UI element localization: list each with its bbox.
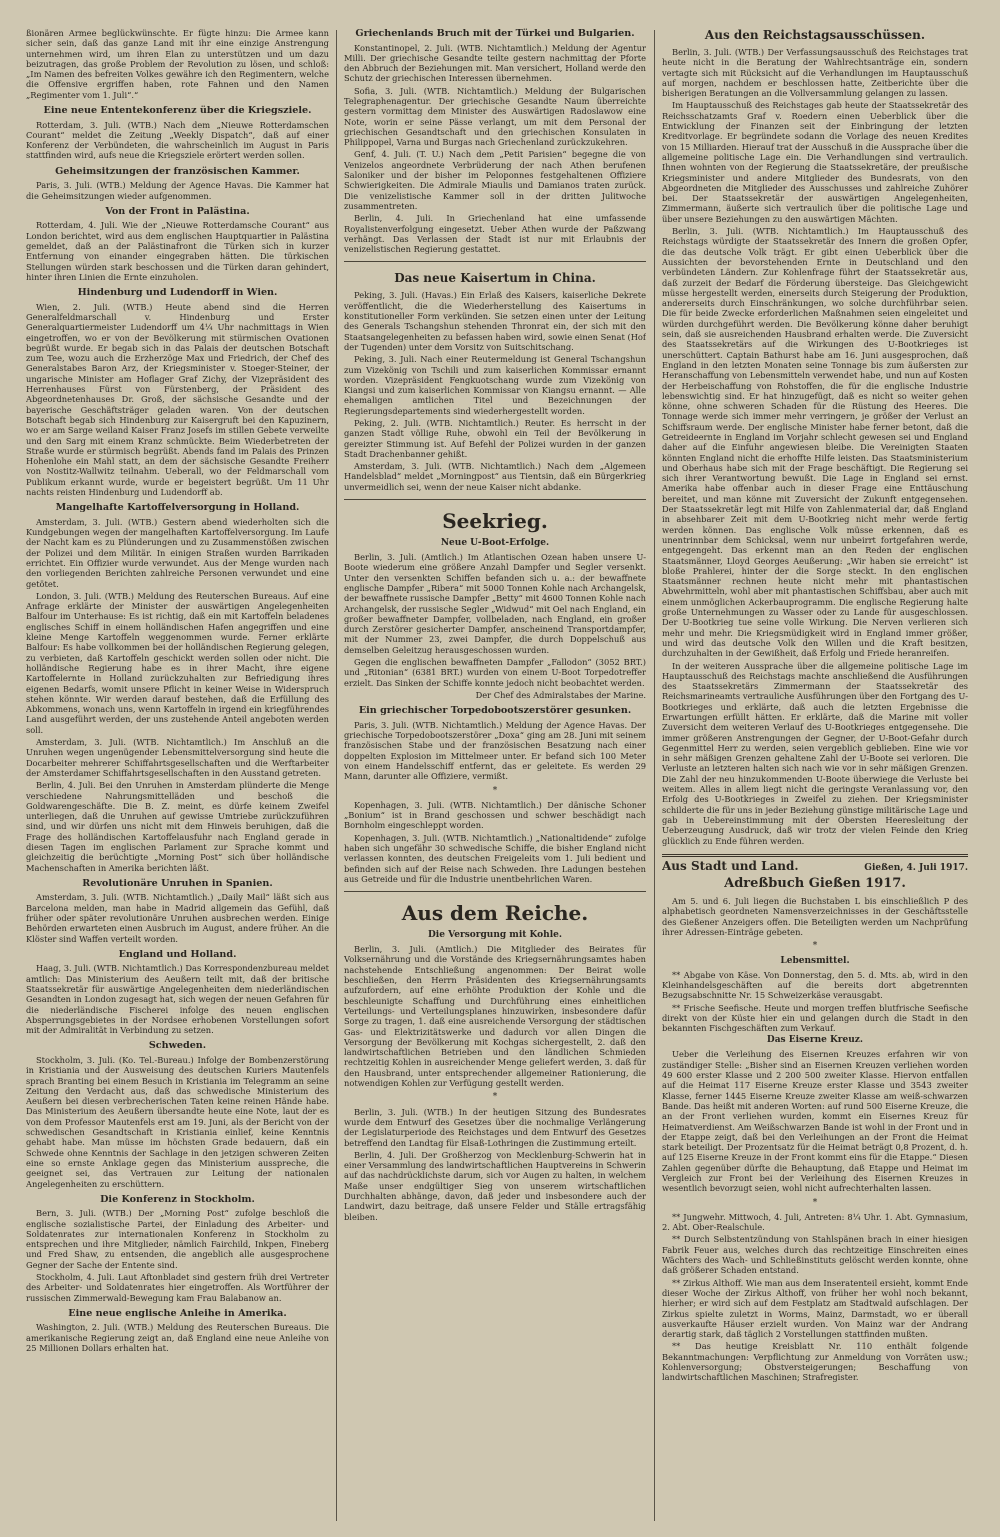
article-paragraph: London, 3. Juli. (WTB.) Meldung des Reuterschen Bureaus. Auf eine Anfrage erklärte der Minister der auswärtigen Angelegenheiten Balfour im Unterhause: Es ist richtig, daß ein mit Kartoffeln beladenes englisches Schiff in einem holländischen Hafen angegriffen und eine kleine Menge Kartoffeln weggenommen wurde. Ferner erklärte Balfour: Es habe vollkommen bei der holländischen Regierung gelegen, zu verbieten, daß Kartoffeln geschickt werden sollen oder nicht. Die holländische Regierung habe es in ihrer Macht, ihre eigene Kartoffelernte in Holland zurückzuhalten zur Befriedigung ihres eigenen Bedarfs, womit unsere Pflicht in keiner Weise in Widerspruch stehen könnte. Wir werden darauf bestehen, daß die Erfüllung des Abkommens, wonach uns, wenn Kartoffeln in irgend ein kriegführendes Land ausgeführt werden, der uns zustehende Anteil angeboten werden soll.	[26, 590, 329, 735]
local-section-header	[662, 858, 968, 873]
article-paragraph: Bern, 3. Juli. (WTB.) Der „Morning Post“ zufolge beschloß die englische sozialistische Partei, der Einladung des Arbeiter- und Soldatenrates zur internationalen Konferenz in Stockholm zu entsprechen und ihre Mitglieder, nämlich Fairchild, Inkpen, Fineberg und Fred Shaw, zu entsenden, die angeblich alle ausgesprochene Gegner der Sache der Entente sind.	[26, 1208, 329, 1270]
article-paragraph: Peking, 2. Juli. (WTB. Nichtamtlich.) Reuter. Es herrscht in der ganzen Stadt völlige Ruhe, obwohl ein Teil der Bevölkerung in gereizter Stimmung ist. Auf Befehl der Polizei wurden in der ganzen Stadt Drachenbanner gehißt.	[344, 418, 646, 459]
column-left	[26, 28, 329, 1527]
column-right	[662, 28, 968, 1527]
article-paragraph: Am 5. und 6. Juli liegen die Buchstaben L bis einschließlich P des alphabetisch geordneten Namensverzeichnisses in der Geschäftsstelle des Gießener Anzeigers offen. Die Beteiligten werden um Nachprüfung ihrer Adressen-Einträge gebeten.	[662, 896, 968, 938]
article-paragraph: Amsterdam, 3. Juli. (WTB. Nichtamtlich.) Nach dem „Algemeen Handelsblad“ meldet „Morningpost“ aus Tientsin, daß ein Bürgerkrieg unvermeidlich sei, wenn der neue Kaiser nicht abdanke.	[344, 461, 646, 492]
section-title-stadt-und-land: Aus Stadt und Land.	[662, 858, 799, 873]
article-paragraph: Paris, 3. Juli. (WTB.) Meldung der Agence Havas. Die Kammer hat die Geheimsitzungen wieder aufgenommen.	[26, 180, 329, 201]
article-paragraph: ** Abgabe von Käse. Von Donnerstag, den 5. d. Mts. ab, wird in den Kleinhandelsgeschäften auf die bereits dort abgetrennten Bezugsabschnitte Nr. 15 Schweizerkäse verausgabt.	[662, 969, 968, 1001]
article-paragraph: Konstantinopel, 2. Juli. (WTB. Nichtamtlich.) Meldung der Agentur Milli. Der griechische Gesandte teilte gestern nachmittag der Pforte den Abbruch der Beziehungen mit. Man versichert, Holland werde den Schutz der griechischen Interessen übernehmen.	[344, 42, 646, 84]
article-paragraph: ßionären Armee beglückwünschte. Er fügte hinzu: Die Armee kann sicher sein, daß das ganze Land mit ihr eine einzige Anstrengung unternehmen wird, um ihren Elan zu unterstützen und um dazu beizutragen, das große Problem der Revolution zu lösen, und schloß: „Im Namen des befreiten Volkes gewähre ich den Regimentern, welche die Offensive ergriffen haben, rote Fahnen und den Namen „Regimenter vom 1. Juli“.“	[26, 28, 329, 100]
section-divider	[344, 891, 646, 892]
star-separator-icon: *	[812, 1197, 818, 1208]
article-paragraph: Berlin, 4. Juli. Bei den Unruhen in Amsterdam plünderte die Menge verschiedene Nahrungsmittelläden und beschoß die Goldwarengeschäfte. Die B. Z. meint, es dürfe keinem Zweifel unterliegen, daß die Unruhen auf gewisse Umtriebe zurückzuführen sind, und wir dürfen uns nicht mit dem Hinweis beruhigen, daß die Frage des holländischen Kartoffelausfuhr nach England gerade in diesen Tagen im englischen Parlament zur Sprache kommt und gleichzeitig die berüchtigte „Morning Post“ sich über holländische Machenschaften in Amerika berichten läßt.	[26, 780, 329, 873]
article-paragraph: Paris, 3. Juli. (WTB. Nichtamtlich.) Meldung der Agence Havas. Der griechische Torpedobootszerstörer „Doxa“ ging am 28. Juni mit seinem französischen Stabe und der französischen Besatzung nach einer doppelten Explosion im Mittelmeer unter. Er befand sich 100 Meter von einem Handelsschiff entfernt, das er geleitete. Es werden 29 Mann, darunter alle Offiziere, vermißt.	[344, 719, 646, 782]
headline-anleihe: Eine neue englische Anleihe in Amerika.	[68, 1307, 287, 1319]
section-divider	[344, 499, 646, 500]
headline-china: Das neue Kaisertum in China.	[394, 271, 596, 286]
article-paragraph: Sofia, 3. Juli. (WTB. Nichtamtlich.) Meldung der Bulgarischen Telegraphenagentur. Der griechische Gesandte Naum überreichte gestern vormittag dem Minister des Auswärtigen Radoslawow eine Note, worin er seine Pässe verlangt, um mit dem Personal der griechischen Gesandtschaft und den griechischen Konsulaten in Philippopel, Varna und Burgas nach Griechenland zurückzukehren.	[344, 85, 646, 148]
headline-aus-dem-reiche: Aus dem Reiche.	[401, 901, 589, 926]
article-paragraph: Im Hauptausschuß des Reichstages gab heute der Staatssekretär des Reichsschatzamts Graf v. Roedern einen Ueberblick über die Entwicklung der Finanzen seit der Einbringung der letzten Kreditvorlage. Er begründete sodann die Vorlage des neuen Kredites von 15 Milliarden. Hierauf trat der Ausschuß in die Aussprache über die allgemeine politische Lage ein. Die Verhandlungen sind vertraulich. Ihnen wohnten von der Regierung die Staatssekretäre, der preußische Kriegsminister und andere Mitglieder des Bundesrats, von den Abgeordneten die Mitglieder des Ausschusses und zahlreiche Zuhörer bei. Der Staatssekretär der auswärtigen Angelegenheiten, Zimmermann, äußerte sich vertraulich über die politische Lage und über unsere Beziehungen zu den auswärtigen Mächten.	[662, 100, 968, 224]
headline-reichstagsausschuesse: Aus den Reichstagsausschüssen.	[704, 28, 926, 42]
article-paragraph: ** Zirkus Althoff. Wie man aus dem Inseratenteil ersieht, kommt Ende dieser Woche der Zirkus Althoff, von früher her wohl noch bekannt, hierher; er wird sich auf dem Festplatz am Stadtwald aufschlagen. Der Zirkus spielte zuletzt in Worms, Mainz, Darmstadt, wo er überall ausverkaufte Häuser erzielt wurden. Von Mainz war der Andrang derartig stark, daß täglich 2 Vorstellungen stattfinden mußten.	[662, 1277, 968, 1340]
headline-geheimsitzungen: Geheimsitzungen der französischen Kammer.	[55, 165, 300, 177]
article-paragraph: Berlin, 3. Juli. (WTB.) Der Verfassungsausschuß des Reichstages trat heute nicht in die Beratung der Wahlrechtsanträge ein, sondern vertagte sich mit Rücksicht auf die Verhandlungen im Hauptausschuß auf morgen, nachdem er beschlossen hatte, Zeitberichte über die bisherigen Beratungen an die Vollversammlung gelangen zu lassen.	[662, 47, 968, 99]
article-paragraph: Peking, 3. Juli. (Havas.) Ein Erlaß des Kaisers, kaiserliche Dekrete veröffentlicht, die die Wiederherstellung des Kaisertums in konstitutioneller Form verkünden. Sie setzen einen unter der Leitung des Generals Tschangshun stehenden Thronrat ein, der sich mit den Staatsangelegenheiten zu befassen haben wird, sowie einen Senat (Hof der Tugenden) unter dem Vorsitz von Suitschitschang.	[344, 290, 646, 352]
column-rule-left	[336, 30, 337, 1521]
star-separator-icon: *	[812, 941, 818, 952]
article-paragraph: ** Jungwehr. Mittwoch, 4. Juli, Antreten: 8¼ Uhr. 1. Abt. Gymnasium, 2. Abt. Ober-Realschule.	[662, 1211, 968, 1233]
column-middle	[344, 28, 646, 1527]
headline-stockholm: Die Konferenz in Stockholm.	[100, 1193, 255, 1205]
headline-schweden: Schweden.	[148, 1040, 207, 1052]
headline-kartoffel: Mangelhafte Kartoffelversorgung in Holland.	[55, 502, 300, 514]
article-paragraph: ** Durch Selbstentzündung von Stahlspänen brach in einer hiesigen Fabrik Feuer aus, welches durch das rechtzeitige Einschreiten eines Wächters des Wach- und Schließinstituts gelöscht werden konnte, ohne daß größerer Schaden entstand.	[662, 1234, 968, 1276]
section-divider	[344, 261, 646, 262]
dateline: Gießen, 4. Juli 1917.	[864, 862, 968, 873]
article-paragraph: Berlin, 3. Juli. (Amtlich.) Im Atlantischen Ozean haben unsere U-Boote wiederum eine größere Anzahl Dampfer und Segler versenkt. Unter den versenkten Schiffen befanden sich u. a.: der bewaffnete englische Dampfer „Ribera“ mit 5000 Tonnen Kohle nach Archangelsk, der bewaffnete russische Dampfer „Betty“ mit 4600 Tonnen Kohle nach Archangelsk, der russische Segler „Widwud“ mit Oel nach England, ein großer bewaffneter Dampfer, vollbeladen, nach England, ein großer durch Zerstörer gesicherter Dampfer, anscheinend Transportdampfer, mit der Nummer 23, zwei Dampfer, die durch Doppelschuß aus demselben Geleitzug herausgeschossen wurden.	[344, 552, 646, 655]
subheadline-eisernes-kreuz: Das Eiserne Kreuz.	[766, 1035, 864, 1046]
article-paragraph: Berlin, 4. Juli. Der Großherzog von Mecklenburg-Schwerin hat in einer Versammlung des landwirtschaftlichen Hauptvereins in Schwerin auf das nachdrücklichste darum, sich vor Augen zu halten, in welchem Maße unser endgültiger Sieg von unserem wirtschaftlichen Durchhalten abhänge, davon, daß jeder und insbesondere auch der Landwirt, dazu beitrage, daß unsere Felder und Ställe ertragsfähig bleiben.	[344, 1149, 646, 1222]
subheadline-lebensmittel: Lebensmittel.	[780, 955, 850, 966]
article-paragraph: Washington, 2. Juli. (WTB.) Meldung des Reuterschen Bureaus. Die amerikanische Regierung zeigt an, daß England eine neue Anleihe von 25 Millionen Dollars erhalten hat.	[26, 1322, 329, 1354]
headline-entente: Eine neue Ententekonferenz über die Kriegsziele.	[43, 105, 312, 117]
article-paragraph: Rotterdam, 3. Juli. (WTB.) Nach dem „Nieuwe Rotterdamschen Courant“ meldet die Zeitung „Weekly Dispatch“, daß auf einer Konferenz der Verbündeten, die wahrscheinlich im August in Paris stattfinden wird, aufs neue die Kriegsziele erörtert werden sollen.	[26, 119, 329, 161]
article-paragraph: Gegen die englischen bewaffneten Dampfer „Fallodon“ (3052 BRT.) und „Ritonian“ (6381 BRT.) wurden von einem U-Boot Torpedotreffer erzielt. Das Sinken der Schiffe konnte jedoch nicht beobachtet werden.	[344, 657, 646, 688]
article-paragraph: Stockholm, 3. Juli. (Ko. Tel.-Bureau.) Infolge der Bombenzerstörung in Kristiania und der Ausweisung des deutschen Kuriers Mautenfels sprach Branting bei einem Besuch in Kristiania im Telegramm an seine Zeitung den Verdacht aus, daß das schwedische Ministerium des Aeußern bei diesen verbrecherischen Taten keine reinen Hände habe. Das Ministerium des Aeußern übersandte heute eine Note, laut der es von dem Professor Mautenfels erst am 19. Juni, als der Bericht von der schwedischen Gesandtschaft in Kristiania einlief, keine Kenntnis gehabt habe. Man müsse im höchsten Grade bedauern, daß ein Schwede ohne Kenntnis der Sachlage in den jetzigen schweren Zeiten eine so ernste Anklage gegen das Ministerium ausspreche, die geeignet sei, das Vertrauen zur Leitung der nationalen Angelegenheiten zu erschüttern.	[26, 1054, 329, 1189]
headline-palaestina: Von der Front in Palästina.	[105, 205, 250, 217]
headline-hindenburg: Hindenburg und Ludendorff in Wien.	[77, 287, 278, 299]
article-paragraph: Ueber die Verleihung des Eisernen Kreuzes erfahren wir von zuständiger Stelle: „Bisher sind an Eisernen Kreuzen verliehen worden 49 600 erster Klasse und 2 200 500 zweiter Klasse. Hiervon entfallen auf die Heimat 117 Eiserne Kreuze erster Klasse und 3543 zweiter Klasse, ferner 1445 Eiserne Kreuze zweiter Klasse am weiß-schwarzen Bande. Das heißt mit anderen Worten: auf rund 500 Eiserne Kreuze, die an der Front verliehen wurden, kommt ein Eisernes Kreuz für Heimatverdienst. Am Weißschwarzen Bande ist wohl in der Front und in der Etappe zeigt, daß bei den Verleihungen an der Front die Heimat stark beteiligt. Der Prozentsatz für die Heimat beträgt 0,8 Prozent, d. h. auf 125 Eiserne Kreuze in der Front kommt eins für die Etappe.“ Diesen Zahlen gegenüber dürfte die Behauptung, daß Etappe und Heimat im Vergleich zur Front bei der Verleihung des Eisernen Kreuzes in wesentlich bevorzugt seien, wohl nicht aufrechterhalten lassen.	[662, 1049, 968, 1194]
subheadline-kohle: Die Versorgung mit Kohle.	[427, 930, 562, 941]
article-paragraph: Berlin, 3. Juli. (Amtlich.) Die Mitglieder des Beirates für Volksernährung und die Vorstände des Kriegsernährungsamtes haben nachstehende Entschließung angenommen: Der Beirat wolle beschließen, den Herrn Präsidenten des Kriegsernährungsamts aufzufordern, auf eine erhöhte Produktion der Kohle und die beschleunigte Schaffung und Durchführung eines einheitlichen Verteilungs- und Verteilungsplanes hinzuwirken, insbesondere dafür Sorge zu tragen, 1. daß eine ausreichende Versorgung der städtischen Gas- und Elektrizitätswerke und dadurch vor allen Dingen die Versorgung der Bevölkerung mit Kochgas sichergestellt, 2. daß den landwirtschaftlichen Betrieben und den ländlichen Schmieden rechtzeitig Kohlen in ausreichender Menge geliefert werden, 3. daß für den Hausbrand, unter entsprechender allgemeiner Rationierung, die notwendigen Kohlen zur Verfügung gestellt werden.	[344, 944, 646, 1089]
article-paragraph: Wien, 2. Juli. (WTB.) Heute abend sind die Herren Generalfeldmarschall v. Hindenburg und Erster Generalquartiermeister Ludendorff um 4¼ Uhr nachmittags in Wien eingetroffen, wo er von der Bevölkerung mit stürmischen Ovationen begrüßt wurde. Er begab sich in das Palais der deutschen Botschaft zum Tee, wozu auch die Erzherzöge Max und Friedrich, der Chef des Generalstabes Baron Arz, der Kriegsminister v. Stoeger-Steiner, der ungarische Minister am Hoflager Graf Zichy, der Vizepräsident des Herrenhauses Fürst von Fürstenberg, der Präsident des Abgeordnetenhauses Dr. Groß, der sächsische Gesandte und der bayerische Geschäftsträger geladen waren. Von der deutschen Botschaft begab sich Hindenburg zur Kaisergruft bei den Kapuzinern, wo er am Sarge weiland Kaiser Franz Josefs im stillen Gebete verweilte und den Sarg mit einem Kranz schmückte. Beim Wiederbetreten der Straße wurde er stürmisch begrüßt. Abends fand im Palais des Prinzen Hohenlohe ein Mahl statt, an dem der sächsische Gesandte Freiherr von Nostitz-Wallwitz teilnahm. Ueberall, wo der Feldmarschall vom Publikum erkannt wurde, wurde er begeistert begrüßt. Um 11 Uhr nachts reisten Hindenburg und Ludendorff ab.	[26, 301, 329, 497]
section-divider	[662, 854, 968, 857]
article-paragraph: Amsterdam, 3. Juli. (WTB.) Gestern abend wiederholten sich die Kundgebungen wegen der mangelhaften Kartoffelversorgung. Im Laufe der Nacht kam es zu Plünderungen und zu Zusammenstößen zwischen der Polizei und dem Militär. In einigen Straßen wurden Barrikaden errichtet. Ein Offizier wurde verwundet. Aus der Menge wurden nach den vorliegenden Berichten zahlreiche Personen verwundet und eine getötet.	[26, 516, 329, 589]
headline-adressbuch: Adreßbuch Gießen 1917.	[724, 876, 906, 892]
headline-england-holland: England und Holland.	[118, 948, 237, 960]
article-paragraph: Haag, 3. Juli. (WTB. Nichtamtlich.) Das Korrespondenzbureau meldet amtlich: Das Ministerium des Aeußern teilt mit, daß der britische Staatssekretär für auswärtige Angelegenheiten dem niederländischen Gesandten in London zugesagt hat, sich wegen der neuen Gefahren für die niederländische Fischerei infolge des neuen englischen Absperrungsgebietes in der Nordsee erhobenen Vorstellungen sofort mit der Admiralität in Verbindung zu setzen.	[26, 963, 329, 1036]
article-paragraph: Amsterdam, 3. Juli. (WTB. Nichtamtlich.) „Daily Mail“ läßt sich aus Barcelona melden, man habe in Madrid allgemein das Gefühl, daß früher oder später revolutionäre Unruhen ausbrechen werden. Einige Behörden erwarteten einen Ausbruch im August, andere früher. An die Klöster sind Waffen verteilt worden.	[26, 892, 329, 944]
article-paragraph: Stockholm, 4. Juli. Laut Aftonbladet sind gestern früh drei Vertreter des Arbeiter- und Soldatenrates hier eingetroffen. Als Wortführer der russischen Zimmerwald-Bewegung kam Frau Balabanow an.	[26, 1272, 329, 1303]
article-paragraph: Berlin, 3. Juli. (WTB. Nichtamtlich.) Im Hauptausschuß des Reichstags würdigte der Staatssekretär des Innern die großen Opfer, die das deutsche Volk trägt. Er gibt einen Ueberblick über die Aussichten der bevorstehenden Ernte in Deutschland und den verbündeten Ländern. Zur Kohlenfrage führt der Staatssekretär aus, daß zurzeit der Bedarf die Förderung übersteige. Das Gleichgewicht müsse hergestellt werden, einerseits durch Steigerung der Produktion, andererseits durch Einschränkungen, wo solche durchführbar seien. Die für beide Zwecke erforderlichen Maßnahmen seien eingeleitet und würden durchgeführt werden. Die Bevölkerung könne daher beruhigt sein, daß sie ausreichenden Hausbrand erhalten werde. Die Zuversicht des Staatssekretärs auf die Wirkungen des U-Bootkrieges ist unerschüttert. Captain Bathurst habe am 16. Juni ausgesprochen, daß England in den letzten Monaten seine Tonnage bis zum äußersten zur Heranschaffung von Lebensmitteln verwendet habe, und nun auf Kosten der Herbeischaffung von Rohstoffen, die für die englische Industrie lebenswichtig sind. Er hat hinzugefügt, daß es nicht so weiter gehen könne, ohne schweren Schaden für die Rüstung des Heeres. Die Tonnage werde sich immer mehr verringern, je größer der Verlust an Schiffsraum werde. Der englische Minister habe ferner betont, daß die Getreideernte in England im Vorjahr schlecht gewesen sei und England daher auf die Einfuhr angewiesen bleibe. Die Vereinigten Staaten könnten England nicht die erhoffte Hilfe leisten. Das Staatsministerium und Oberhaus habe sich mit der Frage beschäftigt. Die Regierung sei sich ihrer Verantwortung bewußt. Die Lage in England sei ernst. Amerika habe offenbar auch in dieser Frage eine Enttäuschung bereitet, und man könne mit Zuversicht der Zukunft entgegensehen. Der Staatssekretär legt mit Hilfe von Zahlenmaterial dar, daß England in absehbarer Zeit mit dem U-Bootkrieg nicht mehr werde fertig werden können. Das englische Volk müsse erkennen, daß es unentrinnbar dem Schicksal, wenn nur unbeirrt fortgefahren werde, entgegengeht. Das erkennt man an den Reden der englischen Staatsmänner, Lloyd Georges Aeußerung: „Wir haben sie erreicht“ ist bloße Prahlerei, hinter der die Sorge steckt. In den englischen Staatsmänner rechnen heute nicht mehr mit phantastischen Abwehrmitteln, wohl aber mit phantastischen Schiffsbau, aber auch mit einem unmöglichen Ackerbauprogramm. Die englische Regierung halte große Unternehmungen zu Wasser oder zu Lande für ausgeschlossen. Der U-Bootkrieg tue seine volle Wirkung. Die Nerven verlieren sich mehr und mehr. Die Kriegsmüdigkeit wird in England immer größer, und wird das deutsche Volk den Willen und die Kraft besitzen, durchzuhalten in der Gewißheit, daß Erfolg und Friede heranreifen.	[662, 226, 968, 659]
star-separator-icon: *	[492, 1092, 498, 1103]
column-rule-right	[654, 30, 655, 1521]
headline-spanien: Revolutionäre Unruhen in Spanien.	[82, 877, 273, 889]
article-paragraph: Amsterdam, 3. Juli. (WTB. Nichtamtlich.) Im Anschluß an die Unruhen wegen ungenügender Lebensmittelversorgung sind heute die Docarbeiter mehrerer Schiffahrtsgesellschaften und die Werftarbeiter der Amsterdamer Schiffahrtsgesellschaften in den Ausstand getreten.	[26, 737, 329, 778]
article-paragraph: Peking, 3. Juli. Nach einer Reutermeldung ist General Tschangshun zum Vizekönig von Tschili und zum kaiserlichen Kommissar ernannt worden. Vizepräsident Fengkuotschang wurde zum Vizekönig von Kiangsi und zum kaiserlichen Kommissar von Kiangsu ernannt. — Alle ehemaligen amtlichen Titel und Bezeichnungen der Regierungsdepartements sind wiederhergestellt worden.	[344, 354, 646, 416]
star-separator-icon: *	[492, 785, 498, 796]
headline-seekrieg: Seekrieg.	[442, 509, 548, 534]
article-paragraph: Kopenhagen, 3. Juli. (WTB. Nichtamtlich.) Der dänische Schoner „Bonium“ ist in Brand geschossen und schwer beschädigt nach Bornholm eingeschleppt worden.	[344, 799, 646, 831]
subheadline-uboot: Neue U-Boot-Erfolge.	[440, 538, 550, 549]
article-paragraph: Rotterdam, 4. Juli. Wie der „Nieuwe Rotterdamsche Courant“ aus London berichtet, wird aus dem englischen Hauptquartier in Palästina gemeldet, daß an der Palästinafront die Türken sich in kurzer Entfernung von einander eingegraben hätten. Die türkischen Stellungen würden stark beschossen und die Türken daran gehindert, hinter ihren Linien die Ernte einzuholen.	[26, 220, 329, 282]
article-paragraph: Genf, 4. Juli. (T. U.) Nach dem „Petit Parisien“ begegne die von Venizelos angeordnete Verbrüderung der nach Athen berufenen Saloniker und der bisher im Peloponnes festgehaltenen Offiziere Schwierigkeiten. Die Admirale Miaulis und Damianos traten zurück. Die venizelistische Kammer soll in der dritten Julitwoche zusammentreten.	[344, 149, 646, 211]
article-signature: Der Chef des Admiralstabes der Marine.	[475, 689, 646, 700]
headline-torpedoboot: Ein griechischer Torpedobootszerstörer gesunken.	[358, 705, 632, 717]
article-paragraph: Berlin, 3. Juli. (WTB.) In der heutigen Sitzung des Bundesrates wurde dem Entwurf des Gesetzes über die nochmalige Verlängerung der Legislaturperiode des Reichstages und dem Entwurf des Gesetzes betreffend den Landtag für Elsaß-Lothringen die Zustimmung erteilt.	[344, 1106, 646, 1148]
article-paragraph: In der weiteren Aussprache über die allgemeine politische Lage im Hauptausschuß des Reichstags machte anschließend die Ausführungen des Staatssekretärs Zimmermann der Staatssekretär des Reichsmarineamts vertrauliche Ausführungen über den Fortgang des U-Bootkrieges und erklärte, daß auch die letzten Ergebnisse die Erwartungen erfüllt hätten. Er erklärte, daß die Marine mit voller Zuversicht dem weiteren Verlauf des U-Bootkrieges entgegensehe. Die immer größeren Anstrengungen der Gegner, der U-Boot-Gefahr durch Gegenmittel Herr zu werden, seien vergeblich geblieben. Eine wie vor in sehr mäßigen Grenzen gehaltene Zahl der U-Boote sei verloren. Die Verluste an letzteren halten sich nach wie vor in sehr mäßigen Grenzen. Die Zahl der neu hinzukommenden U-Boote überwiege die Verluste bei weitem. Alles in allem liegt nicht die geringste Veranlassung vor, den Erfolg des U-Bootkrieges in Zweifel zu ziehen. Der Kriegsminister schilderte die für uns in jeder Beziehung günstige militärische Lage und gab in Uebereinstimmung mit der Obersten Heeresleitung der Ueberzeugung Ausdruck, daß wir trotz der vielen Feinde den Krieg glücklich zu Ende führen werden.	[662, 660, 968, 846]
article-paragraph: Kopenhagen, 3. Juli. (WTB. Nichtamtlich.) „Nationaltidende“ zufolge haben sich ungefähr 30 schwedische Schiffe, die bisher England nicht verlassen konnten, des deutschen Freigeleits vom 1. Juli bedient und befinden sich auf der Reise nach Schweden. Ihre Ladungen bestehen aus Getreide und für die Industrie unentbehrlichen Waren.	[344, 832, 646, 884]
article-paragraph: Berlin, 4. Juli. In Griechenland hat eine umfassende Royalistenverfolgung eingesetzt. Ueber Athen wurde der Paßzwang verhängt. Das Verlassen der Stadt ist nur mit Erlaubnis der venizelistischen Regierung gestattet.	[344, 213, 646, 255]
headline-griechenland: Griechenlands Bruch mit der Türkei und Bulgarien.	[355, 28, 635, 39]
article-paragraph: ** Frische Seefische. Heute und morgen treffen blutfrische Seefische direkt von der Küste hier ein und gelangen durch die Stadt in den bekannten Fischgeschäften zum Verkauf.	[662, 1002, 968, 1034]
article-paragraph: ** Das heutige Kreisblatt Nr. 110 enthält folgende Bekanntmachungen: Verpflichtung zur Anmeldung von Vorräten usw.; Kohlenversorgung; Obstversteigerungen; Beschaffung von landwirtschaftlichen Maschinen; Strafregister.	[662, 1341, 968, 1383]
